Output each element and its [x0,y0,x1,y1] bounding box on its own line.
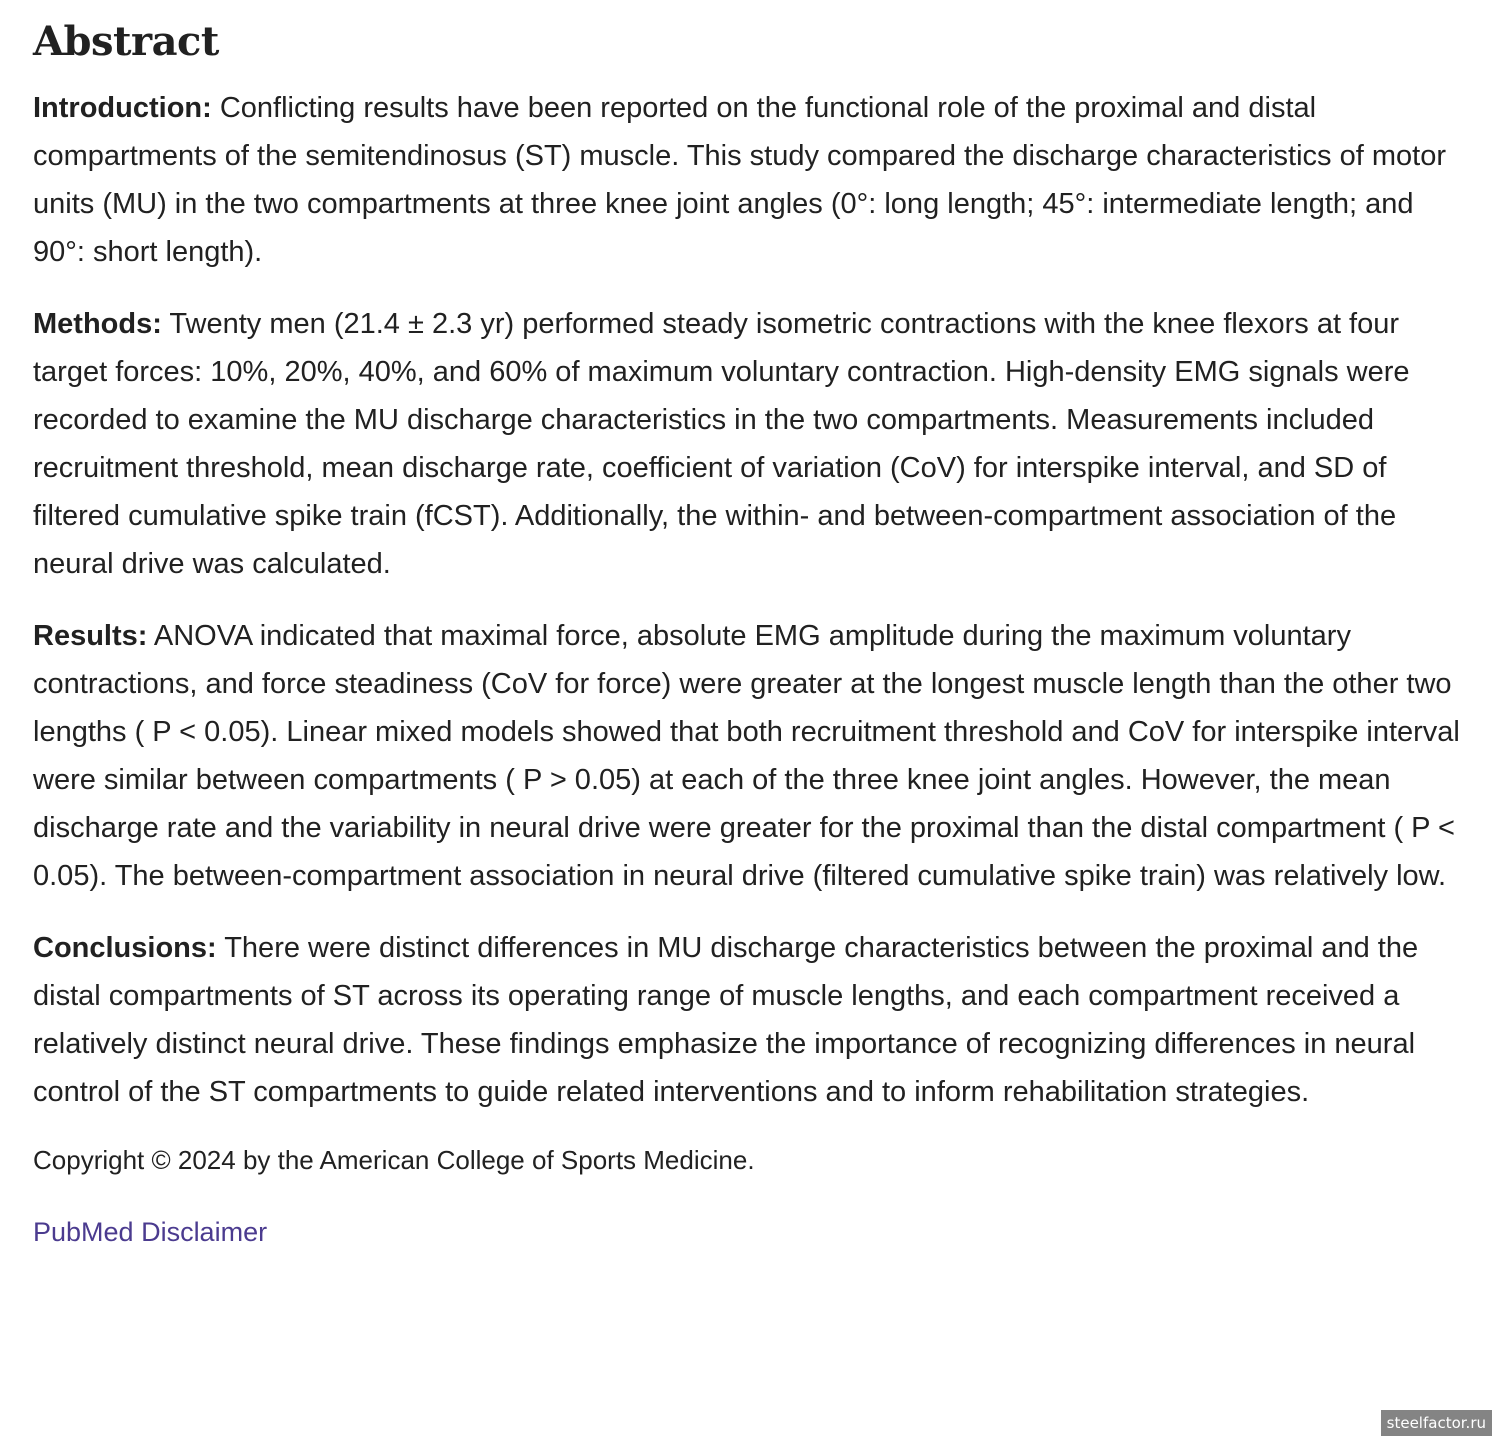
introduction-text: Conflicting results have been reported on the functional role of the proximal and distal compartments of the semitendinosus (ST) muscle. This study compared the discharge characteristics of motor units (MU) in the two compartments at three knee joint angles (0°: long length; 45°: intermediate length; and 90°: short length). [33,92,1446,268]
abstract-conclusions [33,924,1469,1116]
abstract-section [33,14,1469,1256]
conclusions-text: There were distinct differences in MU discharge characteristics between the proximal and the distal compartments of ST across its operating range of muscle lengths, and each compartment received a relatively distinct neural drive. These findings emphasize the importance of recognizing differences in neural control of the ST compartments to guide related interventions and to inform rehabilitation strategies. [33,932,1419,1108]
abstract-introduction [33,84,1469,276]
abstract-heading: Abstract [33,18,219,65]
pubmed-disclaimer-link[interactable]: PubMed Disclaimer [33,1217,268,1247]
introduction-label: Introduction: [33,92,212,124]
results-text: ANOVA indicated that maximal force, absolute EMG amplitude during the maximum voluntary contractions, and force steadiness (CoV for force) were greater at the longest muscle length than the other two lengths ( P < 0.05). Linear mixed models showed that both recruitment threshold and CoV for interspike interval were similar between compartments ( P > 0.05) at each of the three knee joint angles. However, the mean discharge rate and the variability in neural drive were greater for the proximal than the distal compartment ( P < 0.05). The between-compartment association in neural drive (filtered cumulative spike train) was relatively low. [33,620,1460,892]
results-label: Results: [33,620,148,652]
methods-label: Methods: [33,308,162,340]
methods-text: Twenty men (21.4 ± 2.3 yr) performed steady isometric contractions with the knee flexors at four target forces: 10%, 20%, 40%, and 60% of maximum voluntary contraction. High-density EMG signals were recorded to examine the MU discharge characteristics in the two compartments. Measurements included recruitment threshold, mean discharge rate, coefficient of variation (CoV) for interspike interval, and SD of filtered cumulative spike train (fCST). Additionally, the within- and between-compartment association of the neural drive was calculated. [33,308,1410,580]
abstract-results [33,612,1469,900]
copyright-notice: Copyright © 2024 by the American College of Sports Medicine. [33,1145,755,1175]
abstract-methods [33,300,1469,588]
watermark-label: steelfactor.ru [1381,1410,1492,1436]
conclusions-label: Conclusions: [33,932,217,964]
